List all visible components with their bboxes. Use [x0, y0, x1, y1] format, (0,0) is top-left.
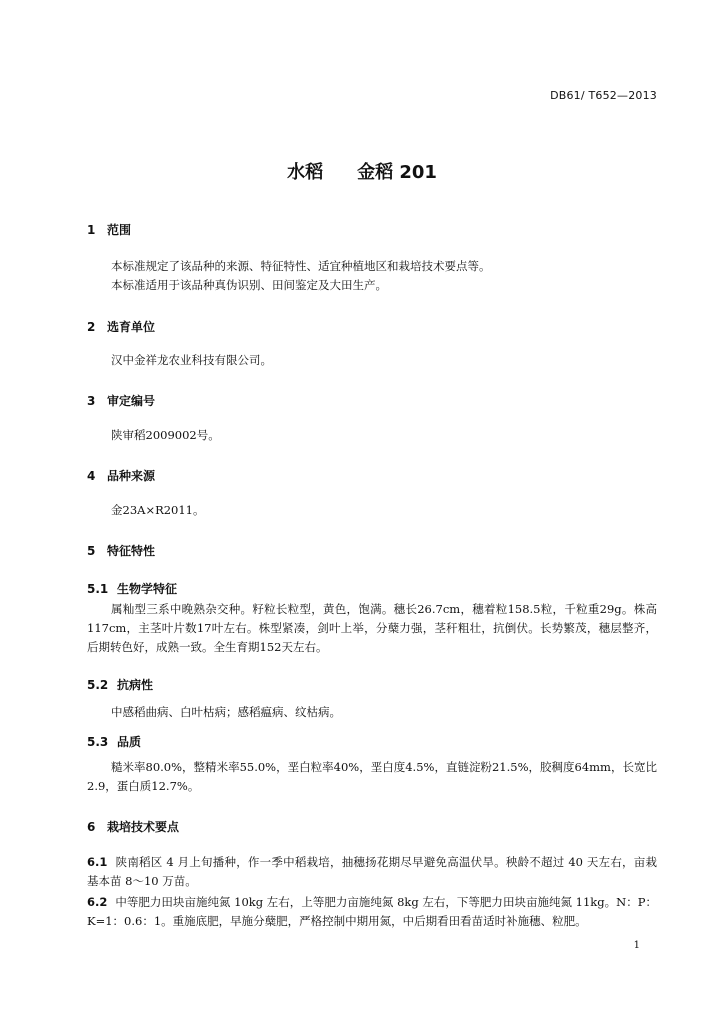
section-2-paragraph: 汉中金祥龙农业科技有限公司。 [111, 353, 272, 367]
section-1-paragraph-1: 本标准规定了该品种的来源、特征特性、适宜种植地区和栽培技术要点等。 [111, 259, 491, 273]
section-4-paragraph: 金23A×R2011。 [111, 503, 205, 517]
section-5-1-paragraph: 属籼型三系中晚熟杂交种。籽粒长粒型，黄色，饱满。穗长26.7cm，穗着粒158.5粒，千粒重29g。株高117cm，主茎叶片数17叶左右。株型紧凑，剑叶上举，分蘖力强，茎秆粗壮，抗倒伏。长势繁茂，穗层整齐，后期转色好，成熟一致。全生育期152天左右。 [87, 602, 657, 654]
document-title [0, 158, 724, 184]
section-6-1-number: 6.1 [87, 855, 108, 869]
title-crop: 水稻 [287, 162, 324, 183]
section-1-paragraph-2: 本标准适用于该品种真伪识别、田间鉴定及大田生产。 [111, 278, 387, 292]
section-5-3-heading: 5.3 品质 [87, 735, 142, 749]
section-4-heading: 4 品种来源 [87, 469, 156, 483]
section-2-heading: 2 选育单位 [87, 320, 156, 334]
section-6-heading: 6 栽培技术要点 [87, 820, 180, 834]
section-5-3-paragraph: 糙米率80.0%，整精米率55.0%，垩白粒率40%，垩白度4.5%，直链淀粉21.5%，胶稠度64mm，长宽比2.9，蛋白质12.7%。 [87, 760, 657, 793]
section-5-2-paragraph: 中感稻曲病、白叶枯病；感稻瘟病、纹枯病。 [111, 705, 341, 719]
section-5-heading: 5 特征特性 [87, 544, 156, 558]
title-variety: 金稻 201 [357, 162, 437, 183]
section-5-2-heading: 5.2 抗病性 [87, 678, 154, 692]
standard-number: DB61/ T652—2013 [550, 89, 657, 102]
section-5-1-heading: 5.1 生物学特征 [87, 582, 178, 596]
page-number: 1 [633, 940, 640, 951]
section-6-1-paragraph: 6.1 陕南稻区 4 月上旬播种，作一季中稻栽培，抽穗扬花期尽早避免高温伏旱。秧龄不超过 40 天左右，亩栽基本苗 8～10 万苗。 [87, 855, 657, 888]
section-6-2-number: 6.2 [87, 895, 108, 909]
section-1-heading: 1 范围 [87, 223, 132, 237]
section-3-heading: 3 审定编号 [87, 394, 156, 408]
section-6-2-paragraph: 6.2 中等肥力田块亩施纯氮 10kg 左右，上等肥力亩施纯氮 8kg 左右，下等肥力田块亩施纯氮 11kg。N：P：K=1：0.6：1。重施底肥，早施分蘖肥，严格控制中期用氮，中后期看田看苗适时补施穗、粒肥。 [87, 895, 657, 928]
section-3-paragraph: 陕审稻2009002号。 [111, 428, 220, 442]
